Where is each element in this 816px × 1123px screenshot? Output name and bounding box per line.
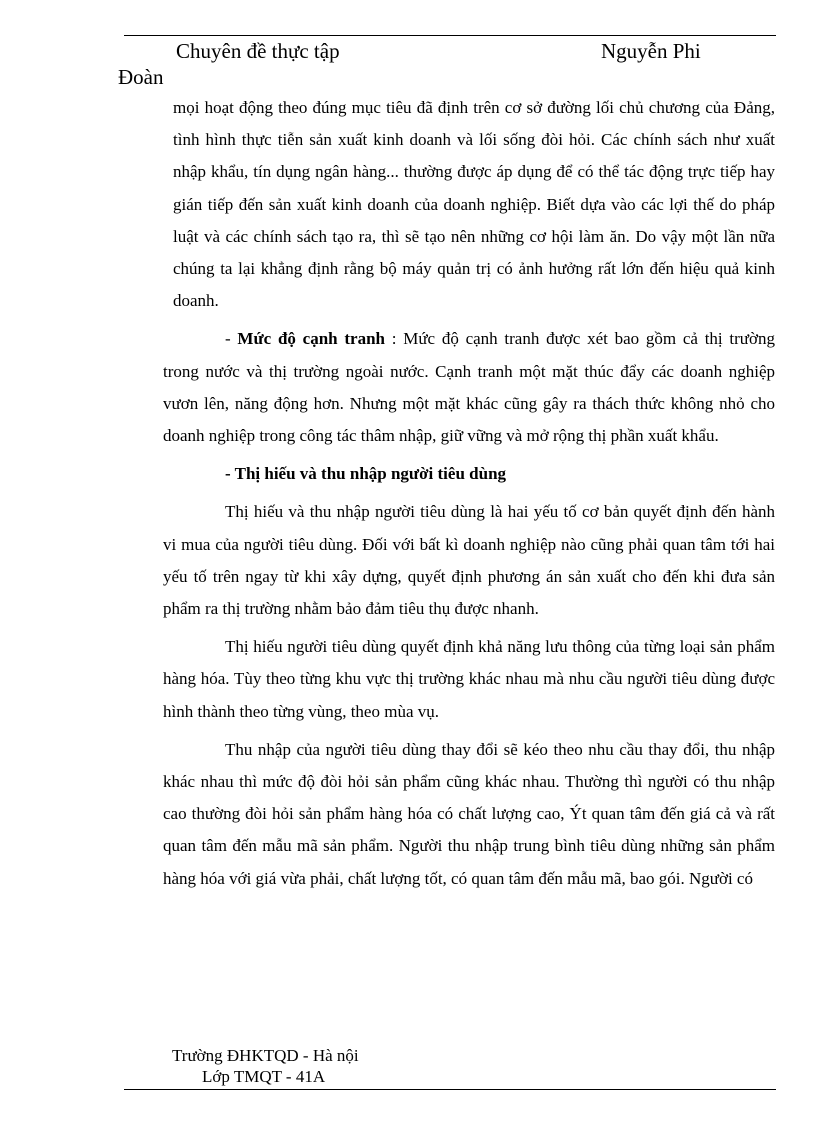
footer-class: Lớp TMQT - 41A: [202, 1067, 326, 1086]
competition-text: : Mức độ cạnh tranh được xét bao gồm cả thị trường trong nước và thị trường ngoài nước. Cạnh tranh một mặt thúc đẩy các doanh nghiệp vươn lên, năng động hơn. Nhưng một mặt khác cũng gây ra thách thức không nhỏ cho doanh nghiệp trong công tác thâm nhập, giữ vững và mở rộng thị phần xuất khẩu.: [163, 329, 775, 446]
paragraph-competition: [163, 323, 775, 452]
header-author-wrap: Đoàn: [118, 65, 164, 89]
footer-school: Trường ĐHKTQD - Hà nội: [172, 1046, 359, 1065]
paragraph-taste: Thị hiếu người tiêu dùng quyết định khả năng lưu thông của từng loại sản phẩm hàng hóa. Tùy theo từng khu vực thị trường khác nhau mà nhu cầu người tiêu dùng được hình thành theo từng vùng, theo mùa vụ.: [163, 637, 775, 721]
document-body: [163, 92, 775, 895]
paragraph-income: Thu nhập của người tiêu dùng thay đổi sẽ kéo theo nhu cầu thay đổi, thu nhập khác nhau thì mức độ đòi hỏi sản phẩm cũng khác nhau. Thường thì người có thu nhập cao thường đòi hỏi sản phẩm hàng hóa có chất lượng cao, Ýt quan tâm đến giá cả và rất quan tâm đến mẫu mã sản phẩm. Người thu nhập trung bình tiêu dùng những sản phẩm hàng hóa với giá vừa phải, chất lượng tốt, có quan tâm đến mẫu mã, bao gói. Người có: [163, 739, 775, 888]
header-rule: [124, 35, 776, 36]
dash-prefix: -: [225, 329, 238, 349]
section-heading: - Thị hiếu và thu nhập người tiêu dùng: [225, 464, 507, 484]
paragraph-taste-income: Thị hiếu và thu nhập người tiêu dùng là hai yếu tố cơ bản quyết định đến hành vi mua của người tiêu dùng. Đối với bất kì doanh nghiệp nào cũng phải quan tâm tới hai yếu tố trên ngay từ khi xây dựng, quyết định phương án sản xuất cho đến khi đưa sản phẩm ra thị trường nhằm bảo đảm tiêu thụ được nhanh.: [163, 502, 775, 619]
footer-rule: [124, 1089, 776, 1090]
paragraph-continued: mọi hoạt động theo đúng mục tiêu đã định trên cơ sở đường lối chủ chương của Đảng, tình hình thực tiễn sản xuất kinh doanh và lối sống đòi hỏi. Các chính sách như xuất nhập khẩu, tín dụng ngân hàng... thường được áp dụng để có thể tác động trực tiếp hay gián tiếp đến sản xuất kinh doanh của doanh nghiệp. Biết dựa vào các lợi thế do pháp luật và các chính sách tạo ra, thì sẽ tạo nên những cơ hội làm ăn. Do vậy một lần nữa chúng ta lại khẳng định rằng bộ máy quản trị có ảnh hưởng rất lớn đến hiệu quả kinh doanh.: [173, 98, 775, 311]
term-competition: Mức độ cạnh tranh: [237, 329, 385, 349]
header-author-name: Nguyễn Phi: [601, 39, 701, 63]
header-left-title: Chuyên đề thực tập: [176, 39, 340, 63]
